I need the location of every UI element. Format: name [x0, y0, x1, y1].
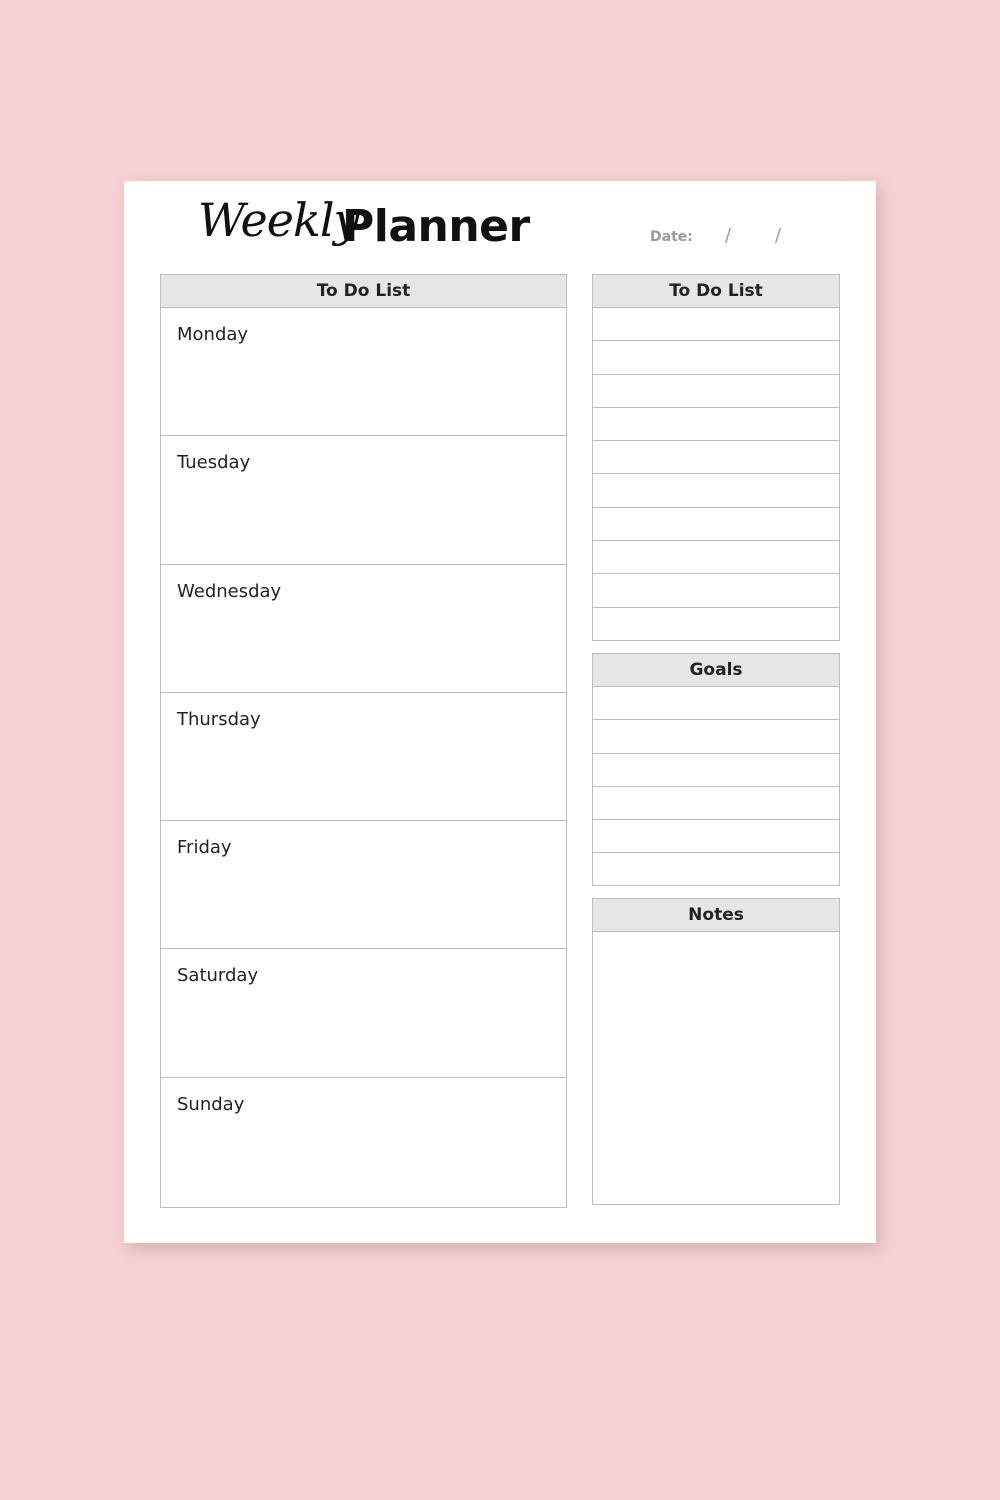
date-label: Date:	[650, 229, 693, 245]
day-row-tuesday[interactable]	[161, 436, 566, 564]
goal-line[interactable]	[593, 720, 839, 753]
todo-line[interactable]	[593, 541, 839, 574]
day-label: Saturday	[177, 965, 259, 987]
day-label: Sunday	[177, 1093, 245, 1115]
day-label: Monday	[177, 324, 249, 345]
day-row-saturday[interactable]	[161, 949, 566, 1077]
todo-heading: To Do List	[593, 275, 839, 308]
todo-panel	[592, 274, 840, 641]
day-row-sunday[interactable]	[161, 1078, 566, 1206]
title-script: Weekly	[198, 193, 359, 247]
todo-line[interactable]	[593, 441, 839, 474]
day-label: Wednesday	[177, 580, 282, 602]
notes-heading: Notes	[593, 899, 839, 932]
planner-sheet	[124, 181, 876, 1243]
day-row-monday[interactable]	[161, 308, 566, 436]
goal-line[interactable]	[593, 787, 839, 820]
todo-line[interactable]	[593, 508, 839, 541]
day-label: Tuesday	[177, 452, 251, 474]
goal-line[interactable]	[593, 853, 839, 886]
goal-line[interactable]	[593, 754, 839, 787]
day-rows	[161, 308, 566, 1206]
day-label: Thursday	[177, 708, 261, 730]
daily-todo-panel	[160, 274, 567, 1208]
date-separator-2: /	[775, 225, 782, 246]
todo-line[interactable]	[593, 574, 839, 607]
todo-line[interactable]	[593, 375, 839, 408]
day-label: Friday	[177, 837, 232, 859]
daily-todo-heading: To Do List	[161, 275, 566, 308]
todo-line[interactable]	[593, 474, 839, 507]
notes-area[interactable]	[593, 932, 839, 1204]
day-row-thursday[interactable]	[161, 693, 566, 821]
goal-line[interactable]	[593, 687, 839, 720]
todo-line[interactable]	[593, 408, 839, 441]
todo-line[interactable]	[593, 308, 839, 341]
goals-heading: Goals	[593, 654, 839, 687]
goals-panel	[592, 653, 840, 886]
title-bold: Planner	[342, 201, 530, 252]
todo-line[interactable]	[593, 341, 839, 374]
notes-panel	[592, 898, 840, 1205]
day-row-friday[interactable]	[161, 821, 566, 949]
day-row-wednesday[interactable]	[161, 565, 566, 693]
goal-line[interactable]	[593, 820, 839, 853]
todo-line[interactable]	[593, 608, 839, 641]
date-separator-1: /	[725, 225, 732, 246]
